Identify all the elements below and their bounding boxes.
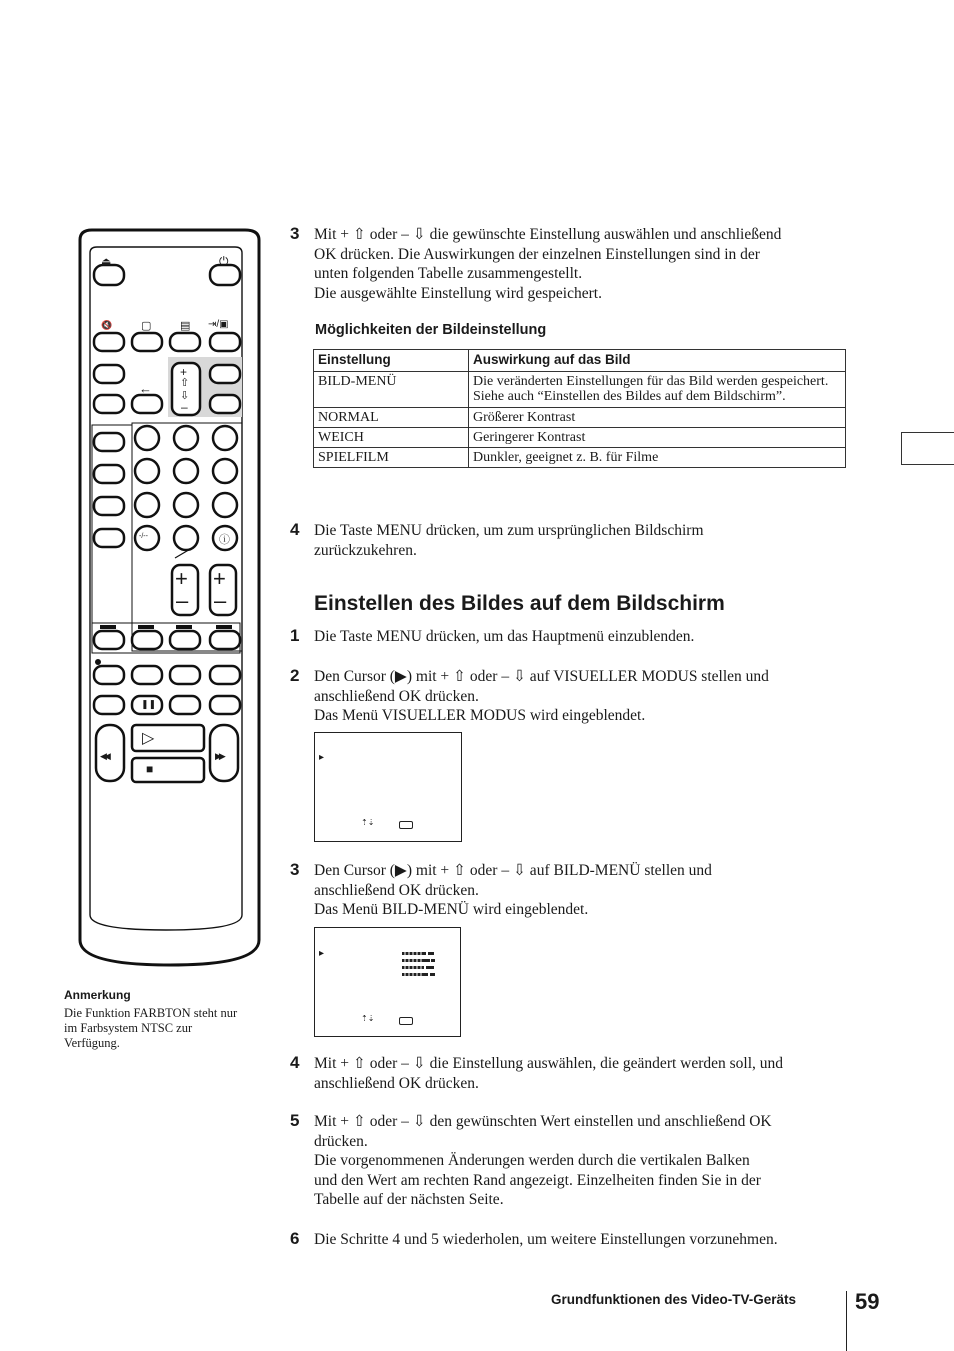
table-header: Auswirkung auf das Bild <box>469 350 846 372</box>
table-cell: Die veränderten Einstellungen für das Bild werden gespeichert. Siehe auch “Einstellen des Bildes auf dem Bildschirm”. <box>469 372 846 408</box>
table-cell: BILD-MENÜ <box>314 372 469 408</box>
ok-icon <box>399 821 413 829</box>
up-arrow-icon: ⇧ <box>180 377 190 389</box>
play-icon: ▷ <box>142 730 155 747</box>
step-text: Den Cursor (▶) mit + ⇧ oder – ⇩ auf VISUELLER MODUS stellen und anschließend OK drücken. Das Menü VISUELLER MODUS wird eingeblendet. <box>314 668 769 724</box>
input-button[interactable] <box>210 333 240 351</box>
osd-screen-visual-mode <box>314 732 462 842</box>
table-row <box>314 372 846 408</box>
plus-icon: + <box>180 365 188 379</box>
tv-icon: ▢ <box>141 320 152 332</box>
table-row <box>314 428 846 448</box>
remote-control-illustration <box>70 225 270 975</box>
tv-button[interactable] <box>132 333 162 351</box>
input-icon: ⇥/▣ <box>208 319 229 330</box>
step-text: Den Cursor (▶) mit + ⇧ oder – ⇩ auf BILD-MENÜ stellen und anschließend OK drücken. Das Menü BILD-MENÜ wird eingeblendet. <box>314 862 712 918</box>
note-title: Anmerkung <box>64 988 131 1002</box>
step-number: 6 <box>290 1229 300 1248</box>
teletext-button[interactable] <box>170 333 200 351</box>
table-cell: NORMAL <box>314 408 469 428</box>
table-cell: WEICH <box>314 428 469 448</box>
step-text: Mit + ⇧ oder – ⇩ den gewünschten Wert einstellen und anschließend OK drücken. Die vorgenommenen Änderungen werden durch die vertikalen Balken und den Wert am rechten Rand angezeigt. Einzelheiten finden Sie in der Tabelle auf der nächsten Seite. <box>314 1113 772 1208</box>
table-cell: Geringerer Kontrast <box>469 428 846 448</box>
step-number: 5 <box>290 1111 300 1130</box>
level-bars <box>402 950 436 982</box>
step-text: Die Taste MENU drücken, um zum ursprünglichen Bildschirm zurückzukehren. <box>314 522 704 559</box>
table-row <box>314 448 846 468</box>
eject-icon: ⏏ <box>101 256 112 268</box>
step-number: 4 <box>290 520 300 539</box>
fast-forward-icon: ▶▶ <box>215 751 223 761</box>
stop-button[interactable] <box>132 758 204 782</box>
step-number: 3 <box>290 224 300 243</box>
cursor-icon: ▸ <box>319 752 325 763</box>
table-cell: SPIELFILM <box>314 448 469 468</box>
step-text: Die Schritte 4 und 5 wiederholen, um weitere Einstellungen vorzunehmen. <box>314 1231 778 1248</box>
cursor-icon: ▸ <box>319 948 325 959</box>
ok-icon <box>399 1017 413 1025</box>
mute-button[interactable] <box>94 333 124 351</box>
info-icon: ⓘ <box>219 534 230 546</box>
page-number: 59 <box>855 1289 880 1314</box>
minus-icon: – <box>181 400 188 414</box>
channel-plus-icon: + <box>213 566 226 591</box>
note-text: Die Funktion FARBTON steht nur im Farbsystem NTSC zur Verfügung. <box>64 1006 238 1050</box>
osd-screen-picture-menu <box>314 927 461 1037</box>
section-tab <box>901 432 954 465</box>
table-header-row <box>314 350 846 372</box>
mute-icon: 🔇 <box>101 320 113 330</box>
section-heading: Einstellen des Bildes auf dem Bildschirm <box>314 592 725 615</box>
step-number: 1 <box>290 626 300 645</box>
table-header: Einstellung <box>314 350 469 372</box>
footer-divider <box>846 1291 847 1351</box>
navigation-icon: ⇡⇣ <box>361 1014 375 1023</box>
table-title: Möglichkeiten der Bildeinstellung <box>315 322 547 338</box>
step-number: 2 <box>290 666 300 685</box>
volume-minus-icon: – <box>176 588 189 613</box>
back-arrow-icon: ← <box>139 381 152 396</box>
step-text: Mit + ⇧ oder – ⇩ die gewünschte Einstellung auswählen und anschließend OK drücken. Die Auswirkungen der einzelnen Einstellungen sind in der unten folgenden Tabelle zusammengestellt. Die ausgewählte Einstellung wird gespeichert. <box>314 226 782 302</box>
navigation-icon: ⇡⇣ <box>361 818 375 827</box>
rewind-icon: ◀◀ <box>100 751 108 761</box>
eject-button[interactable] <box>94 265 124 285</box>
step-text: Mit + ⇧ oder – ⇩ die Einstellung auswählen, die geändert werden soll, und anschließend OK drücken. <box>314 1055 784 1092</box>
down-arrow-icon: ⇩ <box>180 390 190 402</box>
pause-icon: ❚❚ <box>141 699 157 709</box>
step-number: 4 <box>290 1053 300 1072</box>
power-icon: ⏻ <box>219 254 229 268</box>
table-cell: Dunkler, geeignet z. B. für Filme <box>469 448 846 468</box>
channel-minus-icon: – <box>214 588 227 613</box>
step-number: 3 <box>290 860 300 879</box>
jump-icon: -/-- <box>139 533 148 540</box>
table-row <box>314 408 846 428</box>
table-cell: Größerer Kontrast <box>469 408 846 428</box>
teletext-icon: ▤ <box>180 320 191 332</box>
step-text: Die Taste MENU drücken, um das Hauptmenü einzublenden. <box>314 628 695 645</box>
footer-section-title: Grundfunktionen des Video-TV-Geräts <box>551 1292 797 1307</box>
record-button[interactable] <box>94 666 124 684</box>
settings-table <box>313 349 846 468</box>
stop-icon: ■ <box>146 762 154 776</box>
volume-plus-icon: + <box>175 566 188 591</box>
